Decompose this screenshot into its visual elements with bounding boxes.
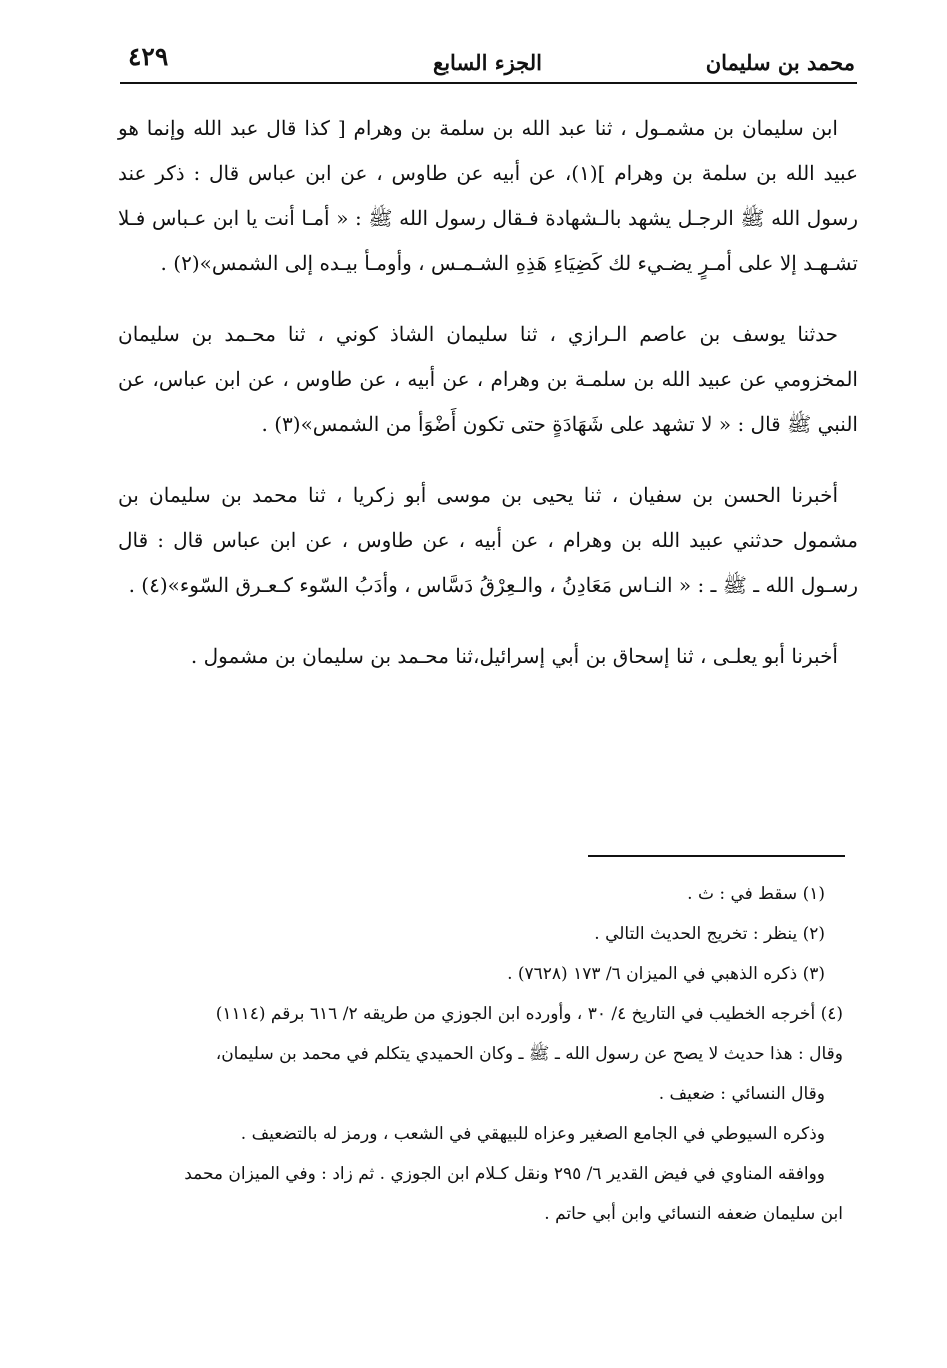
header-author: محمد بن سليمان <box>705 50 855 75</box>
header-volume: الجزء السابع <box>433 50 542 75</box>
running-header <box>120 40 855 80</box>
footnote-4-line-3: وقال النسائي : ضعيف . <box>658 1084 825 1104</box>
footnote-1: (١) سقط في : ث . <box>687 884 825 904</box>
footnotes <box>118 874 843 1234</box>
hadith-paragraph-3: أخبرنا الحسن بن سفيان ، ثنا يحيى بن موسى أبو زكريا ، ثنا محمد بن سليمان بن مشمول حدثني عبيد الله بن وهرام ، عن أبيه ، عن طاوس ، عن ابن عباس قال : قال رسـول الله ـ ﷺ ـ : « النـاس مَعَادِنُ ، والـعِرْقُ دَسَّاس ، وأدَبُ السّوء كـعـرق السّوء»(٤) . <box>118 483 858 597</box>
footnote-2: (٢) ينظر : تخريج الحديث التالي . <box>594 924 825 944</box>
footnote-4-line-2: وقال : هذا حديث لا يصح عن رسول الله ـ ﷺ ـ وكان الحميدي يتكلم في محمد بن سليمان، <box>215 1044 843 1064</box>
footnote-4: (٤) أخرجه الخطيب في التاريخ ٤/ ٣٠ ، وأورده ابن الجوزي من طريقه ٢/ ٦١٦ برقم (١١١٤) <box>215 1004 843 1024</box>
footnote-rule <box>588 855 845 857</box>
footnote-4-line-4: وذكره السيوطي في الجامع الصغير وعزاه للبيهقي في الشعب ، ورمز له بالتضعيف . <box>240 1124 825 1144</box>
main-text <box>118 106 858 705</box>
hadith-paragraph-4: أخبرنا أبو يعلـى ، ثنا إسحاق بن أبي إسرائيل،ثنا محـمد بن سليمان بن مشمول . <box>190 644 838 668</box>
header-rule <box>120 82 857 84</box>
footnote-3: (٣) ذكره الذهبي في الميزان ٦/ ١٧٣ (٧٦٢٨) . <box>507 964 825 984</box>
page-number: ٤٢٩ <box>128 42 169 71</box>
hadith-paragraph-1: ابن سليمان بن مشمـول ، ثنا عبد الله بن سلمة بن وهرام [ كذا قال عبد الله وإنما هو عبيد الله بن سلمة بن وهرام ](١)، عن أبيه عن طاوس ، عن ابن عباس قال : ذكر عند رسول الله ﷺ الرجـل يشهد بالـشهادة فـقال رسول الله ﷺ : « أمـا أنت يا ابن عـباس فـلا تشـهـد إلا على أمـرٍ يضـيء لك كَضِيَاءِ هَذِهِ الشـمـس ، وأومـأ بيـده إلى الشمس»(٢) . <box>118 116 858 275</box>
footnote-4-line-6: ابن سليمان ضعفه النسائي وابن أبي حاتم . <box>544 1204 843 1224</box>
footnote-4-line-5: ووافقه المناوي في فيض القدير ٦/ ٢٩٥ ونقل كـلام ابن الجوزي . ثم زاد : وفي الميزان محمد <box>184 1164 825 1184</box>
hadith-paragraph-2: حدثنا يوسف بن عاصم الـرازي ، ثنا سليمان الشاذ كوني ، ثنا محـمد بن سليمان المخزومي عن عبيد الله بن سلمـة بن وهرام ، عن أبيه ، عن طاوس ، عن ابن عباس، عن النبي ﷺ قال : « لا تشهد على شَهَادَةٍ حتى تكون أَضْوَأ من الشمس»(٣) . <box>118 322 858 436</box>
